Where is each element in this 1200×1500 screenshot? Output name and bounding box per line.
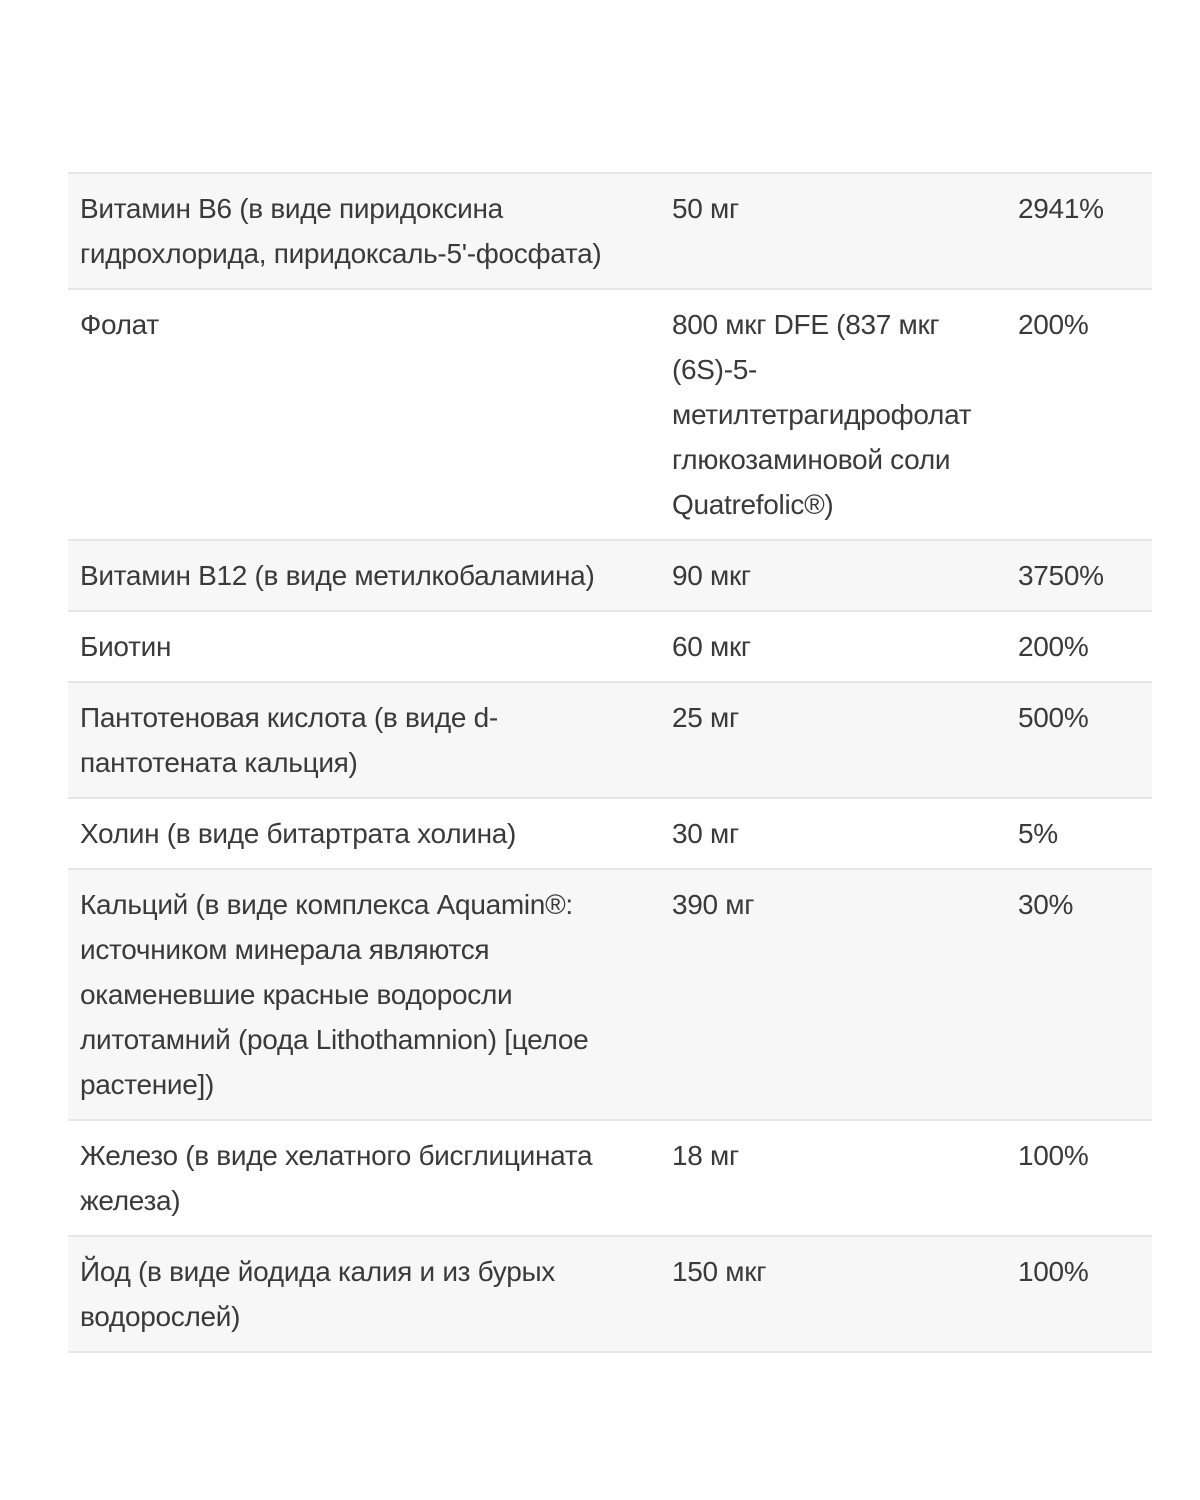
nutrient-daily-value: 30% [1008, 869, 1152, 1120]
nutrient-daily-value: 500% [1008, 682, 1152, 798]
nutrition-facts-table [68, 172, 1152, 1353]
table-row [68, 540, 1152, 611]
nutrient-name: Пантотеновая кислота (в виде d-пантотената кальция) [68, 682, 662, 798]
nutrient-name: Витамин B6 (в виде пиридоксина гидрохлорида, пиридоксаль-5'-фосфата) [68, 173, 662, 289]
nutrient-amount: 18 мг [662, 1120, 1008, 1236]
nutrient-daily-value: 3750% [1008, 540, 1152, 611]
nutrient-name: Йод (в виде йодида калия и из бурых водорослей) [68, 1236, 662, 1352]
nutrient-amount: 30 мг [662, 798, 1008, 869]
table-row [68, 798, 1152, 869]
nutrient-name: Биотин [68, 611, 662, 682]
nutrient-amount: 60 мкг [662, 611, 1008, 682]
nutrient-amount: 800 мкг DFE (837 мкг (6S)-5-метилтетрагидрофолат глюкозаминовой соли Quatrefolic®) [662, 289, 1008, 540]
nutrient-daily-value: 200% [1008, 289, 1152, 540]
table-row [68, 682, 1152, 798]
table-row [68, 611, 1152, 682]
table-row [68, 1120, 1152, 1236]
nutrient-daily-value: 2941% [1008, 173, 1152, 289]
nutrient-amount: 25 мг [662, 682, 1008, 798]
nutrient-daily-value: 100% [1008, 1236, 1152, 1352]
nutrient-name: Кальций (в виде комплекса Aquamin®: источником минерала являются окаменевшие красные водоросли литотамний (рода Lithothamnion) [целое растение]) [68, 869, 662, 1120]
nutrient-name: Холин (в виде битартрата холина) [68, 798, 662, 869]
nutrient-amount: 150 мкг [662, 1236, 1008, 1352]
nutrient-amount: 50 мг [662, 173, 1008, 289]
table-row [68, 1236, 1152, 1352]
nutrient-amount: 90 мкг [662, 540, 1008, 611]
table-row [68, 289, 1152, 540]
nutrient-daily-value: 100% [1008, 1120, 1152, 1236]
nutrient-name: Фолат [68, 289, 662, 540]
nutrient-amount: 390 мг [662, 869, 1008, 1120]
nutrient-daily-value: 5% [1008, 798, 1152, 869]
nutrient-name: Витамин B12 (в виде метилкобаламина) [68, 540, 662, 611]
table-row [68, 869, 1152, 1120]
table-row [68, 173, 1152, 289]
nutrient-daily-value: 200% [1008, 611, 1152, 682]
nutrient-name: Железо (в виде хелатного бисглицината железа) [68, 1120, 662, 1236]
